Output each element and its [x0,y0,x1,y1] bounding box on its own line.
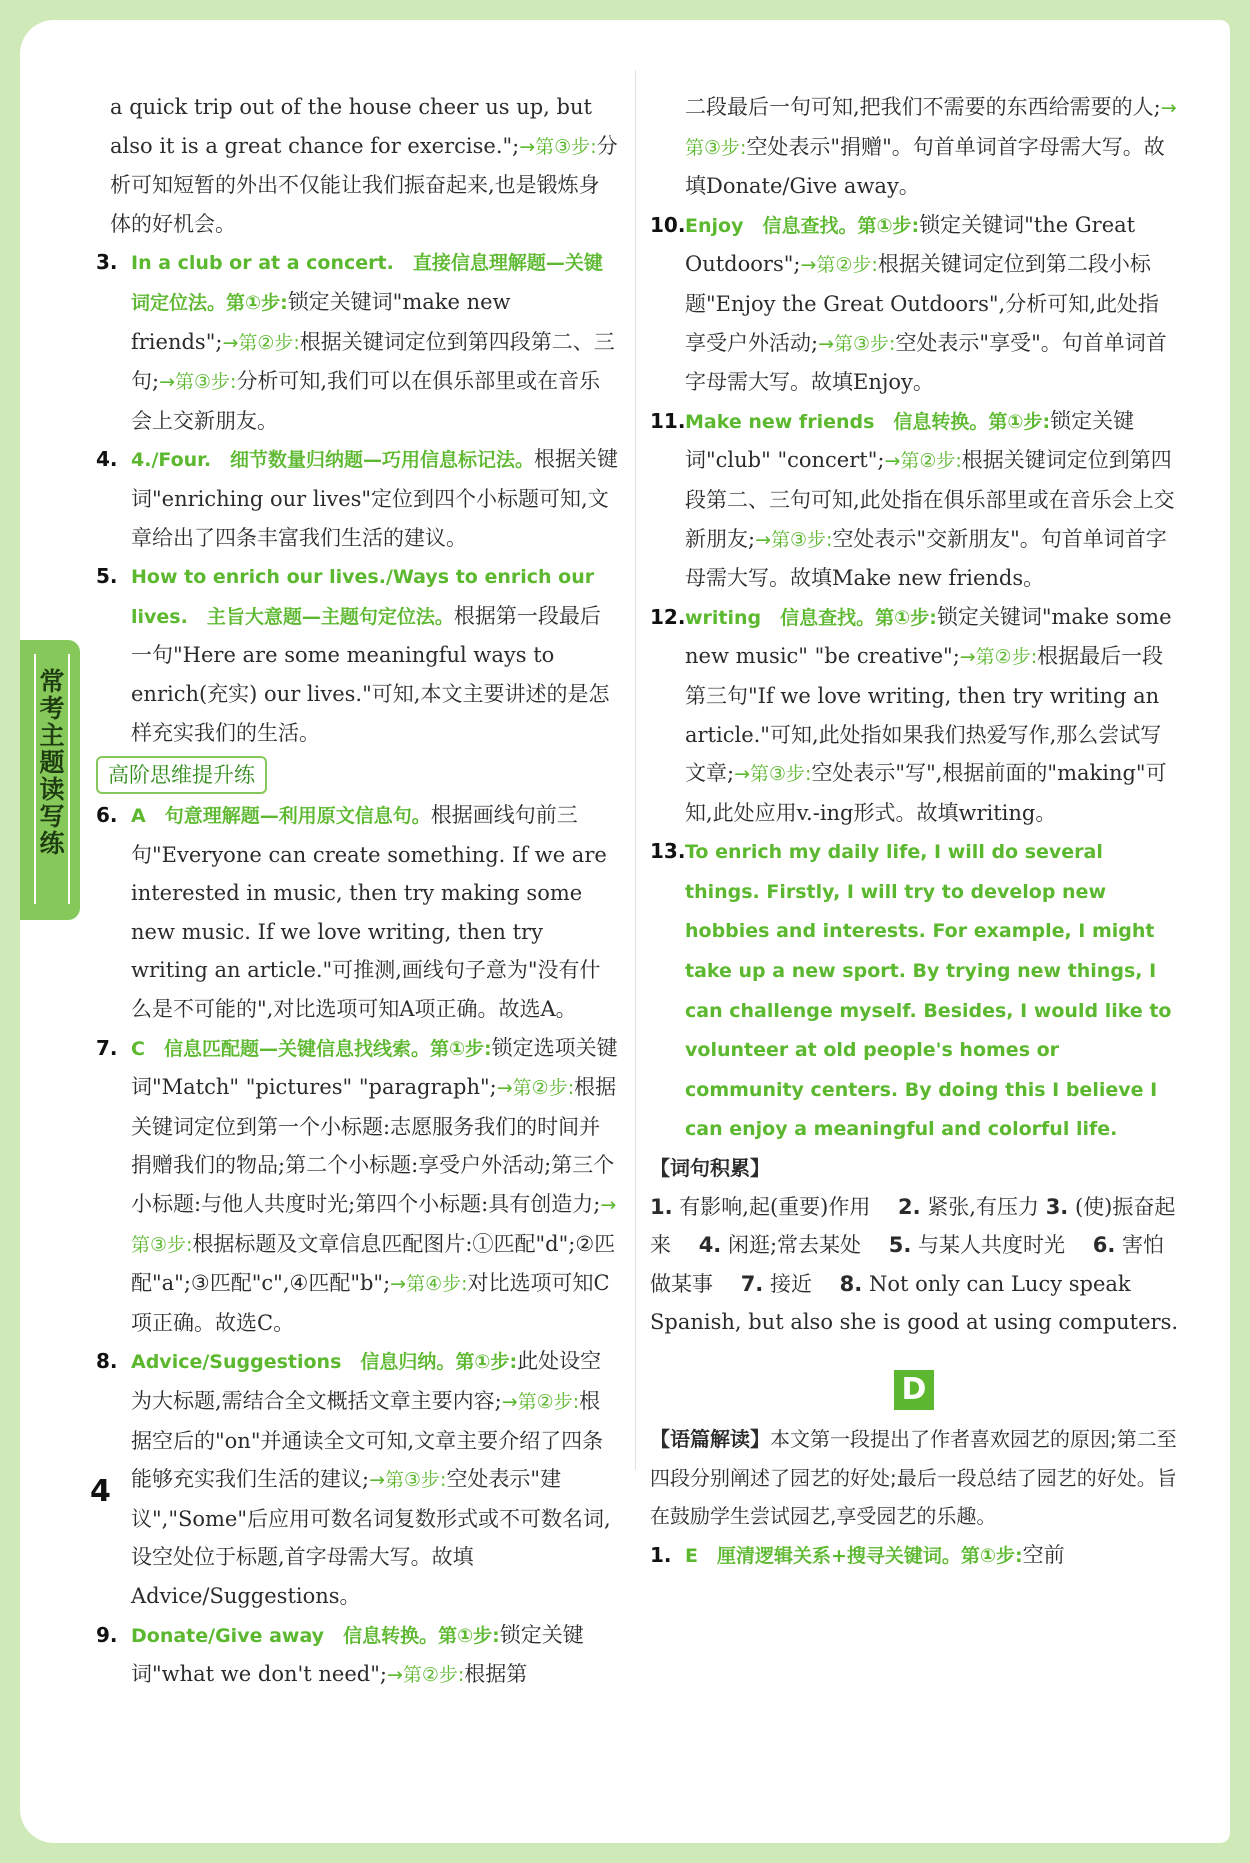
answer-number: 12. [650,604,686,629]
answer-12: 12. writing 信息查找。第①步:锁定关键词"make some new music" "be creative";→第②步:根据最后一段第三句"If we love writing, then try writing an article."可知,此处指如果我们热爱写作,那么尝试写文章;→第③步:空处表示"写",根据前面的"making"可知,此处应用v.-ing形式。故填writing。 [650,598,1178,833]
answer-number: 1. [650,1542,672,1567]
answer-number: 11. [650,408,686,433]
page-number: 4 [90,1474,111,1509]
answer-number: 5. [96,564,118,589]
answer-6: 6. A 句意理解题—利用原文信息句。根据画线句前三句"Everyone can create something. If we are interested in music, then try making some new music. If we love writing, then try writing an article."可推测,画线句子意为"没有什么是不可能的",对比选项可知A项正确。故选A。 [96,796,620,1029]
answer-number: 4. [96,447,118,472]
answer-number: 7. [96,1035,118,1060]
answer-number: 8. [96,1349,118,1374]
vocab-list: 1. 有影响,起(重要)作用 2. 紧张,有压力 3. (使)振奋起来 4. 闲逛;常去某处 5. 与某人共度时光 6. 害怕做某事 7. 接近 8. Not only can Lucy speak Spanish, but also she is good at using computers. [650,1194,1179,1335]
answer-9: 9. Donate/Give away 信息转换。第①步:锁定关键词"what we don't need";→第②步:根据第 [96,1616,620,1695]
answer-number: 3. [96,250,118,275]
answer-number: 13. [650,839,686,864]
left-column [96,88,620,1695]
answer-13: 13. To enrich my daily life, I will do several things. Firstly, I will try to develop new hobbies and interests. For example, I might take up a new sport. By trying new things, I can challenge myself. Besides, I would like to volunteer at old people's homes or community centers. By doing this I believe I can enjoy a meaningful and colorful life. [650,832,1178,1149]
answer-4: 4. 4./Four. 细节数量归纳题—巧用信息标记法。根据关键词"enriching our lives"定位到四个小标题可知,文章给出了四条丰富我们生活的建议。 [96,440,620,557]
answer-5: 5. How to enrich our lives./Ways to enrich our lives. 主旨大意题—主题句定位法。根据第一段最后一句"Here are some meaningful ways to enrich(充实) our lives."可知,本文主要讲述的是怎样充实我们的生活。 [96,557,620,752]
answer-3: 3. In a club or at a concert. 直接信息理解题—关键词定位法。第①步:锁定关键词"make new friends";→第②步:根据关键词定位到第四段第二、三句;→第③步:分析可知,我们可以在俱乐部里或在音乐会上交新朋友。 [96,243,620,440]
q9-continuation: 二段最后一句可知,把我们不需要的东西给需要的人;→第③步:空处表示"捐赠"。句首单词首字母需大写。故填Donate/Give away。 [685,95,1177,199]
passage-analysis: 【语篇解读】本文第一段提出了作者喜欢园艺的原因;第二至四段分别阐述了园艺的好处;最后一段总结了园艺的好处。旨在鼓励学生尝试园艺,享受园艺的乐趣。 [650,1427,1177,1529]
section-letter-badge: D [894,1370,934,1410]
vocab-heading: 【词句积累】 [650,1156,770,1181]
side-tab [20,640,80,920]
answer-number: 10. [650,212,686,237]
q2-continuation: a quick trip out of the house cheer us up, but also it is a great chance for exercise.";→第③步:分析可知短暂的外出不仅能让我们振奋起来,也是锻炼身体的好机会。 [110,95,618,236]
answer-8: 8. Advice/Suggestions 信息归纳。第①步:此处设空为大标题,需结合全文概括文章主要内容;→第②步:根据空后的"on"并通读全文可知,文章主要介绍了四条能够充实我们生活的建议;→第③步:空处表示"建议","Some"后应用可数名词复数形式或不可数名词,设空处位于标题,首字母需大写。故填Advice/Suggestions。 [96,1342,620,1615]
answer-number: 9. [96,1622,118,1647]
answer-number: 6. [96,803,118,828]
answer-7: 7. C 信息匹配题—关键信息找线索。第①步:锁定选项关键词"Match" "pictures" "paragraph";→第②步:根据关键词定位到第一个小标题:志愿服务我们的时间并捐赠我们的物品;第二个小标题:享受户外活动;第三个小标题:与他人共度时光;第四个小标题:具有创造力;→第③步:根据标题及文章信息匹配图片:①匹配"d";②匹配"a";③匹配"c",④匹配"b";→第④步:对比选项可知C项正确。故选C。 [96,1029,620,1343]
column-divider [635,70,636,1470]
side-tab-label: 常考主题读写练 [36,668,65,857]
answer-10: 10. Enjoy 信息查找。第①步:锁定关键词"the Great Outdoors";→第②步:根据关键词定位到第二段小标题"Enjoy the Great Outdoors",分析可知,此处指享受户外活动;→第③步:空处表示"享受"。句首单词首字母需大写。故填Enjoy。 [650,206,1178,402]
answer-d-1: 1. E 厘清逻辑关系+搜寻关键词。第①步:空前 [650,1536,1178,1576]
section-heading: 高阶思维提升练 [96,756,267,794]
right-column [650,88,1178,1575]
answer-11: 11. Make new friends 信息转换。第①步:锁定关键词"club" "concert";→第②步:根据关键词定位到第四段第二、三句可知,此处指在俱乐部里或在音乐会上交新朋友;→第③步:空处表示"交新朋友"。句首单词首字母需大写。故填Make new friends。 [650,402,1178,598]
